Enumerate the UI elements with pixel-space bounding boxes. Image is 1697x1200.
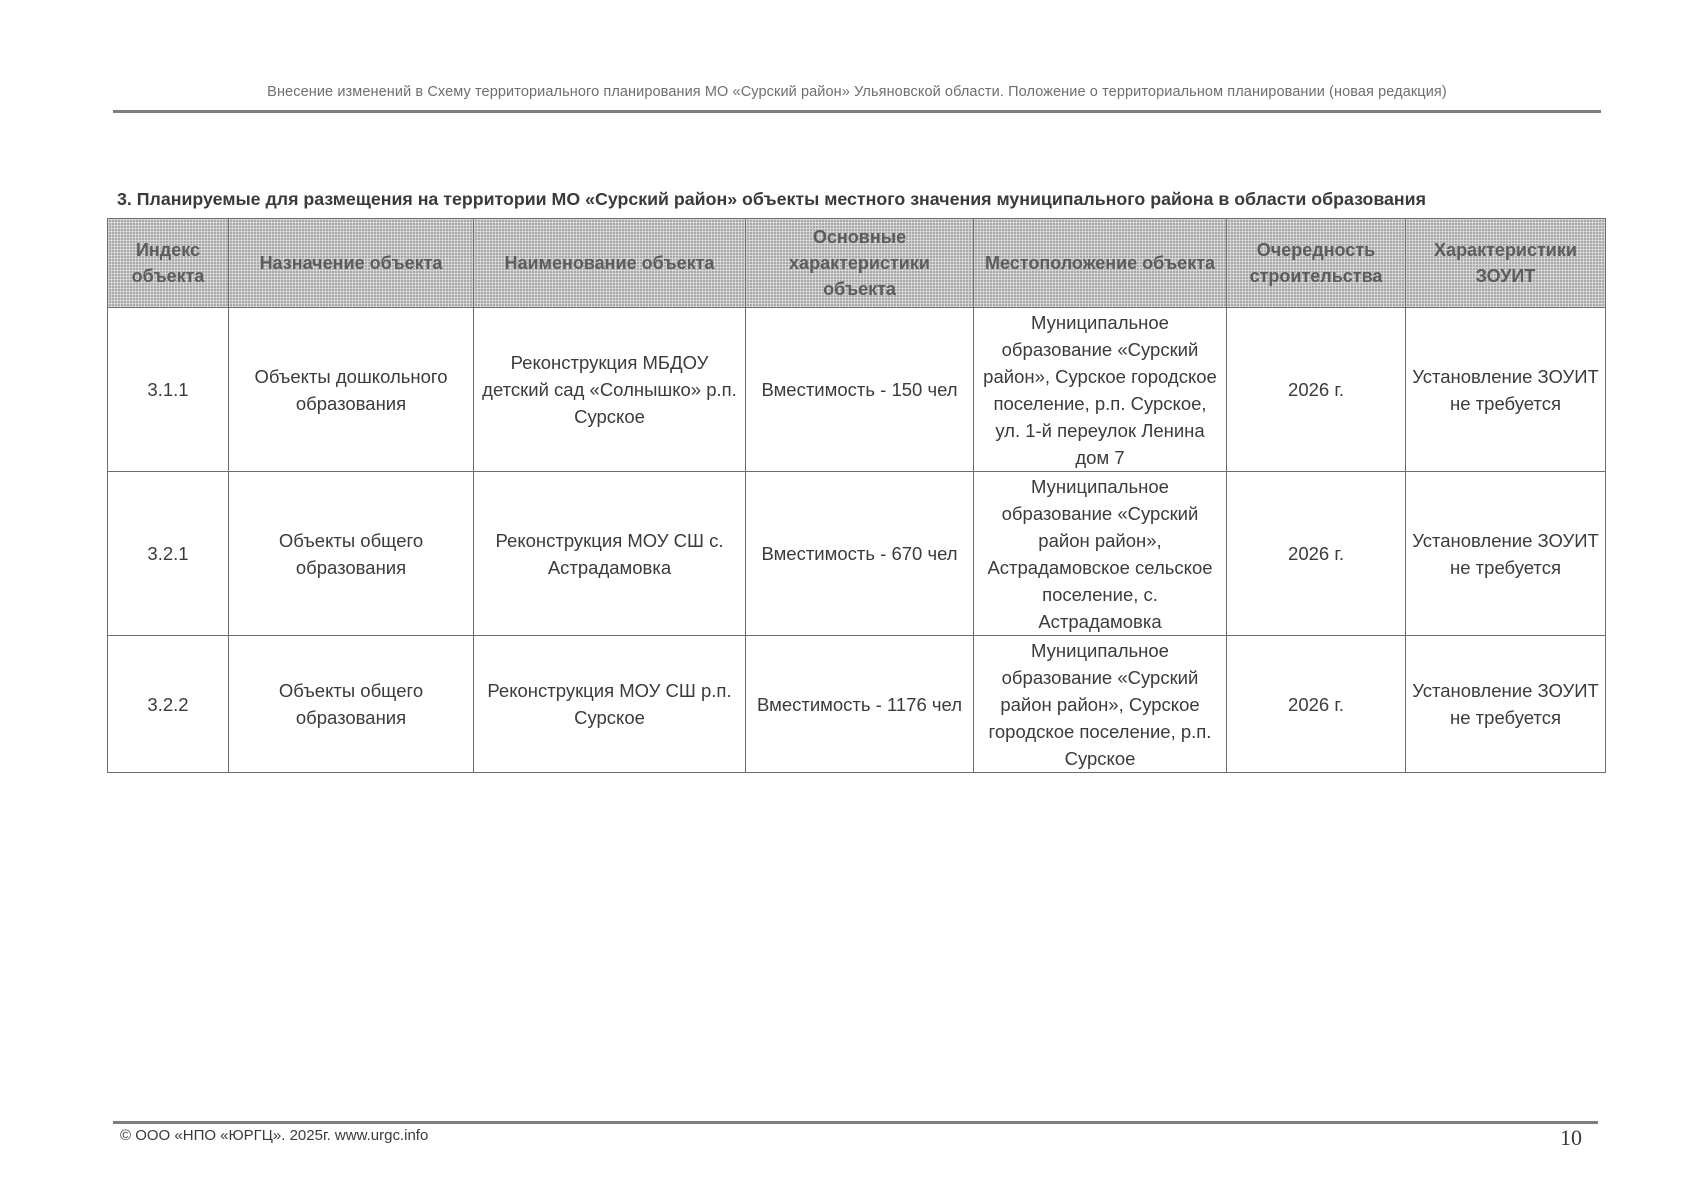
table-row bbox=[108, 636, 1606, 773]
column-header-index: Индекс объекта bbox=[108, 219, 229, 308]
cell-purpose: Объекты общего образования bbox=[229, 472, 474, 636]
header-divider bbox=[113, 110, 1601, 113]
cell-purpose: Объекты общего образования bbox=[229, 636, 474, 773]
cell-characteristics: Вместимость - 150 чел bbox=[746, 308, 974, 472]
column-header-name: Наименование объекта bbox=[474, 219, 746, 308]
cell-name: Реконструкция МОУ СШ с. Астрадамовка bbox=[474, 472, 746, 636]
cell-index: 3.2.2 bbox=[108, 636, 229, 773]
cell-name: Реконструкция МБДОУ детский сад «Солнышко» р.п. Сурское bbox=[474, 308, 746, 472]
cell-stage: 2026 г. bbox=[1227, 472, 1406, 636]
cell-location: Муниципальное образование «Сурский район», Сурское городское поселение, р.п. Сурское, ул. 1-й переулок Ленина дом 7 bbox=[974, 308, 1227, 472]
cell-name: Реконструкция МОУ СШ р.п. Сурское bbox=[474, 636, 746, 773]
cell-purpose: Объекты дошкольного образования bbox=[229, 308, 474, 472]
cell-location: Муниципальное образование «Сурский район район», Сурское городское поселение, р.п. Сурское bbox=[974, 636, 1227, 773]
footer-copyright: © ООО «НПО «ЮРГЦ». 2025г. www.urgc.info bbox=[120, 1127, 429, 1144]
page-number: 10 bbox=[1560, 1125, 1582, 1150]
cell-zouit: Установление ЗОУИТ не требуется bbox=[1406, 472, 1606, 636]
planned-objects-table bbox=[107, 218, 1606, 773]
cell-zouit: Установление ЗОУИТ не требуется bbox=[1406, 636, 1606, 773]
running-header: Внесение изменений в Схему территориального планирования МО «Сурский район» Ульяновской области. Положение о территориальном планировании (новая редакция) bbox=[267, 84, 1447, 100]
table-row bbox=[108, 308, 1606, 472]
column-header-purpose: Назначение объекта bbox=[229, 219, 474, 308]
column-header-stage: Очередность строительства bbox=[1227, 219, 1406, 308]
column-header-location: Местоположение объекта bbox=[974, 219, 1227, 308]
column-header-characteristics: Основные характеристики объекта bbox=[746, 219, 974, 308]
cell-index: 3.2.1 bbox=[108, 472, 229, 636]
cell-stage: 2026 г. bbox=[1227, 636, 1406, 773]
cell-stage: 2026 г. bbox=[1227, 308, 1406, 472]
table-row bbox=[108, 472, 1606, 636]
cell-location: Муниципальное образование «Сурский район район», Астрадамовское сельское поселение, с. Астрадамовка bbox=[974, 472, 1227, 636]
cell-zouit: Установление ЗОУИТ не требуется bbox=[1406, 308, 1606, 472]
section-title: 3. Планируемые для размещения на территории МО «Сурский район» объекты местного значения муниципального района в области образования bbox=[117, 189, 1426, 209]
cell-index: 3.1.1 bbox=[108, 308, 229, 472]
footer-divider bbox=[113, 1121, 1598, 1124]
cell-characteristics: Вместимость - 1176 чел bbox=[746, 636, 974, 773]
cell-characteristics: Вместимость - 670 чел bbox=[746, 472, 974, 636]
table-header-row bbox=[108, 219, 1606, 308]
column-header-zouit: Характеристики ЗОУИТ bbox=[1406, 219, 1606, 308]
